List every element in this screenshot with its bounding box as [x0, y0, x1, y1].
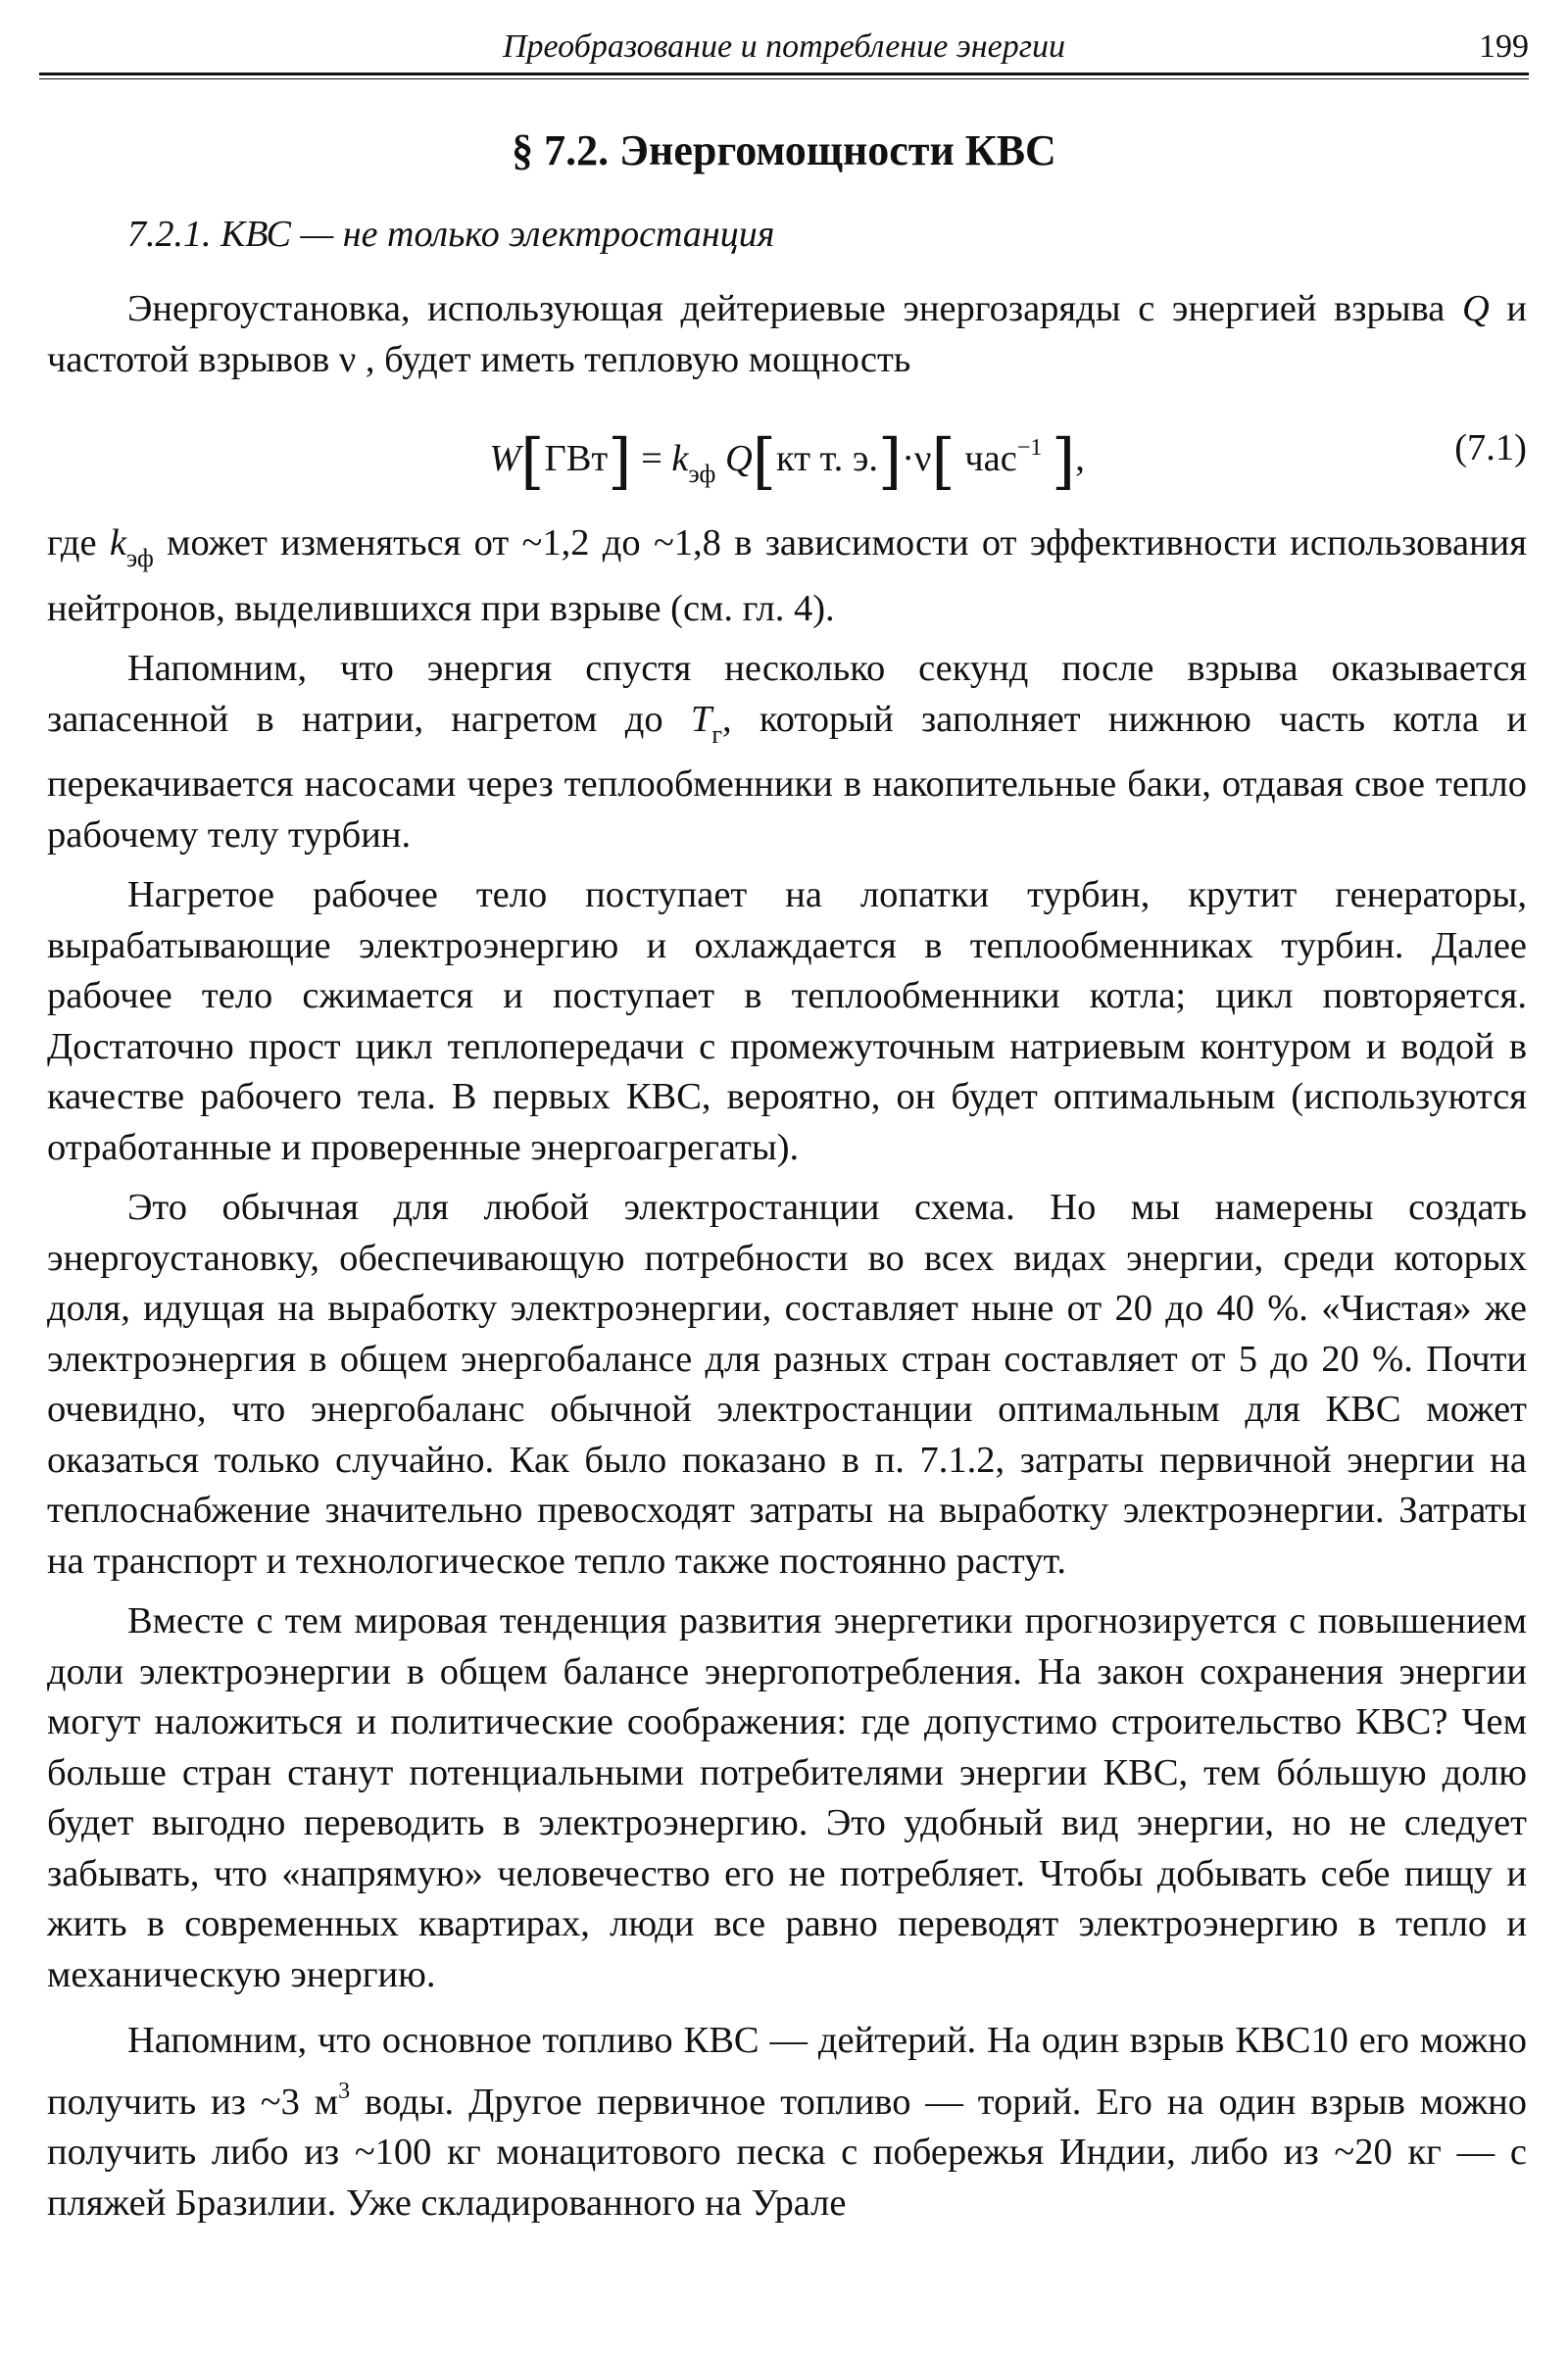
- paragraph-intro: [47, 284, 1527, 385]
- text-run: может изменяться от ~1,2 до ~1,8 в зависимости от эффективности использования нейтронов, выделившихся при взрыве (см. гл. 4).: [47, 522, 1527, 629]
- text-run: , будет иметь тепловую мощность: [356, 338, 911, 380]
- equals-sign: =: [631, 438, 672, 479]
- paragraph-where: [47, 518, 1527, 634]
- dot-operator: ·: [902, 438, 915, 479]
- paragraph-3: Нагретое рабочее тело поступает на лопатки турбин, крутит генераторы, вырабатывающие электроэнергию и охлаждается в теплообменниках турбин. Далее рабочее тело сжимается и поступает в теплообменники котла; цикл повторяется. Достаточно прост цикл теплопередачи с промежуточным натриевым контуром и водой в качестве рабочего тела. В первых КВС, вероятно, он будет оптимальным (используются отработанные и проверенные энергоагрегаты).: [47, 874, 1527, 1168]
- bracket-close: ]: [877, 425, 903, 498]
- math-symbol: W: [489, 438, 521, 479]
- bracket-close: ]: [608, 425, 632, 498]
- superscript: −1: [1016, 435, 1043, 461]
- math-symbol: T: [690, 698, 712, 740]
- body-text: [47, 284, 1527, 2229]
- subscript: эф: [688, 460, 716, 488]
- math-symbol: ν: [338, 338, 357, 380]
- subsection-title: 7.2.1. КВС — не только электростанция: [127, 214, 775, 255]
- math-symbol: Q: [724, 438, 753, 479]
- equation-number: (7.1): [1454, 427, 1527, 468]
- paragraph-5: Вместе с тем мировая тенденция развития энергетики прогнозируется с повышением доли электроэнергии в общем балансе энергопотребления. На закон сохранения энергии могут наложиться и политические соображения: где допустимо строительство КВС? Чем больше стран станут потенциальными потребителями энергии КВС, тем бóльшую долю будет выгодно переводить в электроэнергию. Это удобный вид энергии, но не следует забывать, что «напрямую» человечество его не потребляет. Чтобы добывать себе пищу и жить в современных квартирах, люди все равно переводят электроэнергию в тепло и механическую энергию.: [47, 1600, 1527, 1995]
- comma: ,: [1075, 438, 1085, 479]
- bracket-close: ]: [1051, 425, 1076, 498]
- text-run: Напомним, что энергия спустя несколько секунд после взрыва оказывается запасенной в натрии, нагретом до: [47, 648, 1527, 740]
- paragraph-2: [47, 644, 1527, 860]
- formula: [47, 420, 1527, 502]
- math-symbol: Q: [1461, 288, 1490, 329]
- paragraph-6: [47, 2016, 1527, 2229]
- unit-text: час: [964, 438, 1017, 479]
- text-run: , который заполняет нижнюю часть котла и перекачивается насосами через теплообменники в накопительные баки, отдавая свое тепло рабочему телу турбин.: [47, 698, 1527, 856]
- math-symbol: k: [109, 522, 126, 564]
- text-run: Напомним, что основное топливо КВС — дейтерий. На один взрыв КВС10 его можно получить из ~3 м: [47, 2020, 1527, 2123]
- unit-text: кт т. э.: [776, 438, 878, 479]
- text-run: Энергоустановка, использующая дейтериевые энергозаряды с энергией взрыва: [127, 288, 1462, 329]
- header-rule: [39, 73, 1529, 79]
- paragraph-4: Это обычная для любой электростанции схема. Но мы намерены создать энергоустановку, обеспечивающую потребности во всех видах энергии, среди которых доля, идущая на выработку электроэнергии, составляет ныне от 20 до 40 %. «Чистая» же электроэнергия в общем энергобалансе для разных стран составляет от 5 до 20 %. Почти очевидно, что энергобаланс обычной электростанции оптимальным для КВС может оказаться только случайно. Как было показано в п. 7.1.2, затраты первичной энергии на теплоснабжение значительно превосходят затраты на выработку электроэнергии. Затраты на транспорт и технологическое тепло также постоянно растут.: [47, 1187, 1527, 1582]
- subscript: эф: [125, 544, 154, 572]
- running-title: Преобразование и потребление энергии: [502, 28, 1066, 65]
- text-run: воды. Другое первичное топливо — торий. Его на один взрыв можно получить либо из ~100 кг монацитового песка с побережья Индии, либо из ~20 кг — с пляжей Бразилии. Уже складированного на Урале: [47, 2081, 1527, 2224]
- bracket-open: [: [752, 425, 776, 498]
- running-header: [39, 22, 1529, 73]
- equation-7-1: [47, 397, 1527, 505]
- unit-text: ГВт: [544, 438, 609, 479]
- page-number: 199: [1479, 28, 1529, 65]
- math-symbol: k: [671, 438, 689, 479]
- bracket-open: [: [931, 425, 956, 498]
- text-run: где: [47, 522, 110, 564]
- bracket-open: [: [520, 425, 545, 498]
- subscript: г: [711, 719, 722, 749]
- section-title: § 7.2. Энергомощности КВС: [512, 126, 1056, 174]
- text-run: и частотой взрывов: [47, 288, 1527, 380]
- math-symbol: ν: [914, 438, 932, 479]
- superscript: 3: [338, 2078, 351, 2104]
